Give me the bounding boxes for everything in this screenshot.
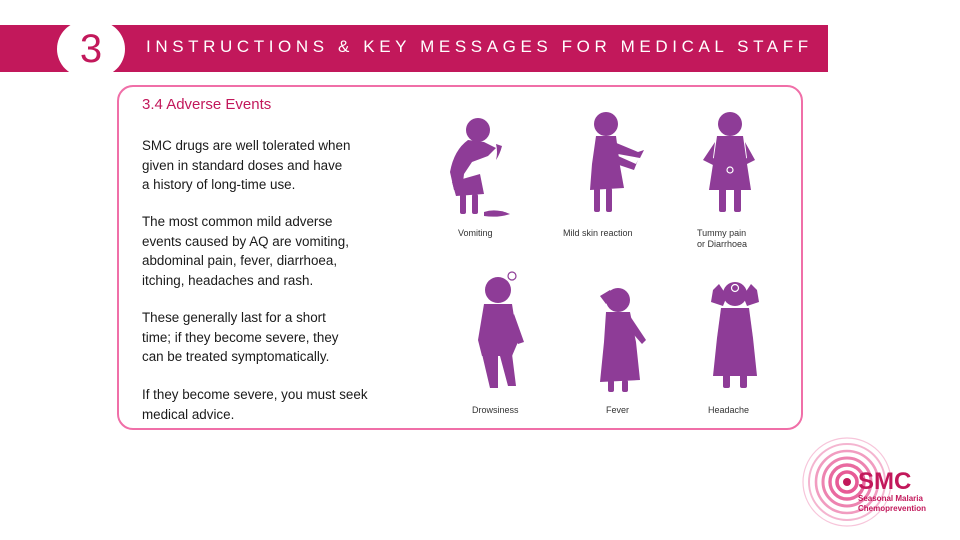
tummy-pain-child-icon bbox=[695, 108, 765, 223]
headache-child-icon bbox=[705, 276, 765, 398]
fever-child-icon bbox=[588, 282, 658, 397]
text-line: medical advice. bbox=[142, 406, 235, 422]
figure-label-headache: Headache bbox=[708, 405, 750, 415]
text-line: The most common mild adverse bbox=[142, 214, 333, 229]
text-line: itching, headaches and rash. bbox=[142, 272, 314, 288]
figure-label-vomiting: Vomiting bbox=[458, 228, 493, 238]
header-title: INSTRUCTIONS & KEY MESSAGES FOR MEDICAL STAFF bbox=[146, 37, 813, 56]
text-line: SMC drugs are well tolerated when bbox=[142, 138, 351, 153]
text-line: a history of long-time use. bbox=[142, 177, 296, 193]
logo-line-1: Seasonal Malaria bbox=[858, 494, 923, 503]
figure-label-fever: Fever bbox=[606, 405, 630, 415]
paragraph-4 bbox=[142, 385, 432, 424]
figure-label-skin-reaction: Mild skin reaction bbox=[563, 228, 633, 238]
drowsiness-child-icon bbox=[468, 268, 538, 398]
vomiting-child-icon bbox=[440, 112, 520, 222]
text-line: events caused by AQ are vomiting, bbox=[142, 233, 349, 249]
section-title: 3.4 Adverse Events bbox=[142, 96, 272, 113]
text-line: These generally last for a short bbox=[142, 310, 326, 325]
figure-label-tummy-pain: Tummy pain or Diarrhoea bbox=[697, 228, 748, 249]
text-line: abdominal pain, fever, diarrhoea, bbox=[142, 253, 338, 269]
figure-label-drowsiness: Drowsiness bbox=[472, 405, 519, 415]
logo-line-2: Chemoprevention bbox=[858, 504, 927, 513]
paragraph-3 bbox=[142, 308, 432, 367]
text-line: can be treated symptomatically. bbox=[142, 349, 330, 365]
text-line: If they become severe, you must seek bbox=[142, 387, 368, 402]
logo-name: SMC bbox=[858, 468, 912, 495]
text-line: time; if they become severe, they bbox=[142, 329, 339, 345]
paragraph-1 bbox=[142, 136, 432, 195]
section-number: 3 bbox=[79, 27, 103, 71]
paragraph-2 bbox=[142, 212, 432, 290]
text-line: given in standard doses and have bbox=[142, 157, 343, 173]
skin-reaction-child-icon bbox=[578, 108, 658, 223]
